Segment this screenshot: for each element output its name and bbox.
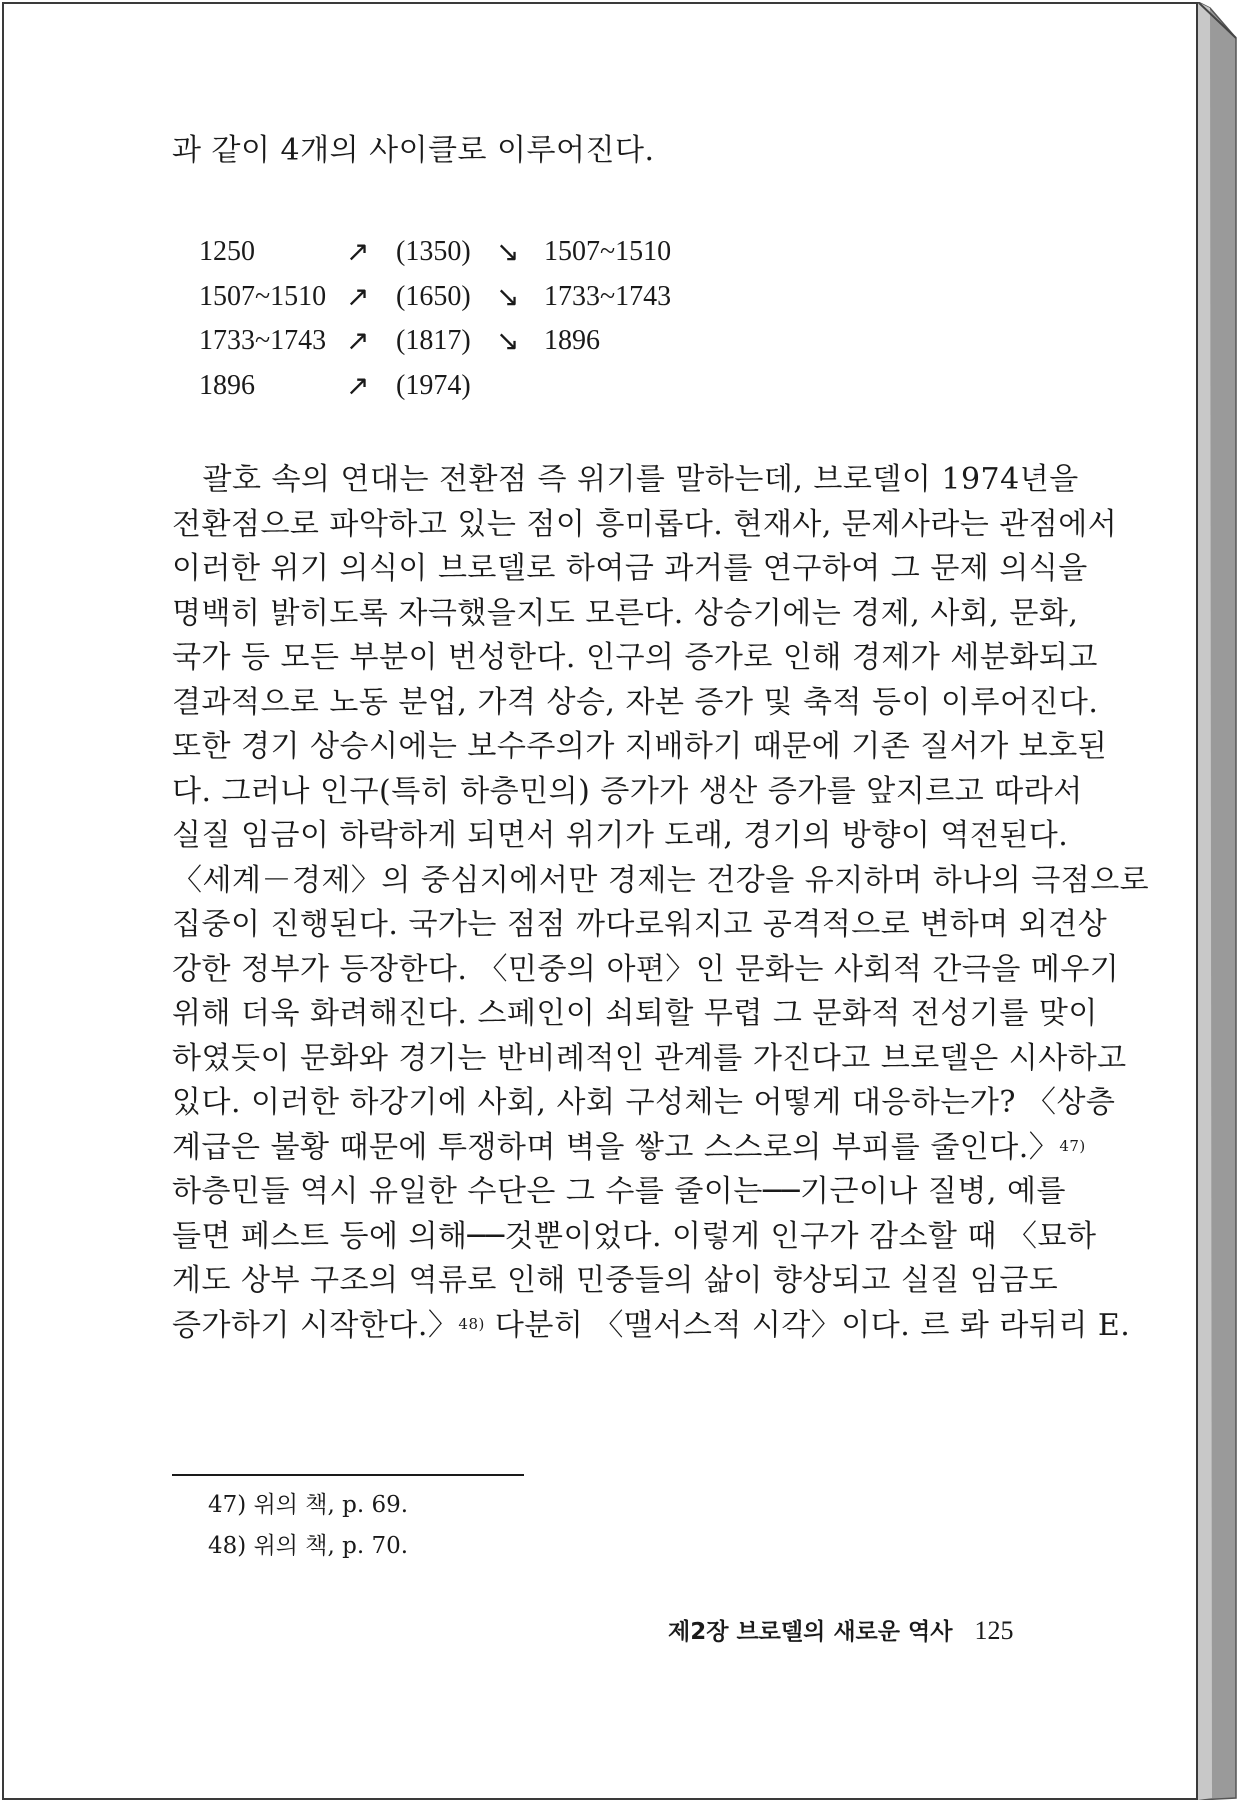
cycle-peak: (1650) [396, 280, 471, 312]
body-line-text: 증가하기 시작한다.〉 [172, 1307, 459, 1343]
footnote-ref-47: 47) [1059, 1136, 1086, 1155]
footnote [208, 1486, 408, 1519]
footnote-text: 위의 책, p. 70. [253, 1533, 409, 1559]
footnote [208, 1527, 408, 1560]
body-line: 괄호 속의 연대는 전환점 즉 위기를 말하는데, 브로델이 1974년을 [172, 462, 1079, 497]
body-line-text: 다분히 〈맬서스적 시각〉이다. 르 롸 라뒤리 E. [484, 1307, 1131, 1343]
cycle-row [199, 230, 684, 275]
footnote-mark: 48) [208, 1533, 247, 1559]
body-line: 하였듯이 문화와 경기는 반비례적인 관계를 가진다고 브로델은 시사하고 [172, 1040, 1127, 1076]
footnote-mark: 47) [208, 1492, 247, 1518]
cycle-row [199, 364, 684, 409]
arrow-down-icon: ↘ [496, 237, 520, 269]
body-line: 다. 그러나 인구(특히 하층민의) 증가가 생산 증가를 앞지르고 따라서 [172, 773, 1083, 809]
body-line: 〈세계－경제〉의 중심지에서만 경제는 건강을 유지하며 하나의 극점으로 [172, 862, 1150, 898]
cycle-peak: (1350) [396, 236, 471, 268]
cycle-start: 1733~1743 [199, 325, 327, 357]
intro-line: 과 같이 4개의 사이클로 이루어진다. [172, 133, 655, 168]
body-line: 또한 경기 상승시에는 보수주의가 지배하기 때문에 기존 질서가 보호된 [172, 729, 1108, 764]
cycle-end: 1733~1743 [544, 280, 672, 312]
arrow-up-icon: ↗ [346, 326, 370, 358]
footnote-text: 위의 책, p. 69. [253, 1492, 409, 1518]
cycle-start: 1507~1510 [199, 280, 327, 312]
cycle-row [199, 319, 684, 364]
body-line: 결과적으로 노동 분업, 가격 상승, 자본 증가 및 축적 등이 이루어진다. [172, 684, 1099, 720]
body-line: 국가 등 모든 부분이 번성한다. 인구의 증가로 인해 경제가 세분화되고 [172, 640, 1098, 675]
cycle-end: 1507~1510 [544, 236, 672, 268]
body-line: 위해 더욱 화려해진다. 스페인이 쇠퇴할 무렵 그 문화적 전성기를 맞이 [172, 996, 1098, 1031]
body-line-with-note [172, 1304, 1131, 1349]
arrow-down-icon [496, 364, 544, 409]
body-line: 집중이 진행된다. 국가는 점점 까다로워지고 공격적으로 변하며 외견상 [172, 907, 1108, 942]
arrow-up-icon: ↗ [346, 237, 370, 269]
arrow-down-icon: ↘ [496, 326, 520, 358]
body-line: 있다. 이러한 하강기에 사회, 사회 구성체는 어떻게 대응하는가? 〈상층 [172, 1085, 1116, 1120]
body-line: 전환점으로 파악하고 있는 점이 흥미롭다. 현재사, 문제사라는 관점에서 [172, 506, 1118, 542]
body-line-with-note [172, 1126, 1086, 1171]
chapter-title: 제2장 브로델의 새로운 역사 [668, 1619, 953, 1645]
cycle-start: 1250 [199, 236, 255, 268]
arrow-down-icon: ↘ [496, 281, 520, 313]
body-line: 들면 페스트 등에 의해──것뿐이었다. 이렇게 인구가 감소할 때 〈묘하 [172, 1218, 1097, 1254]
running-footer [668, 1613, 1013, 1646]
cycle-end [544, 364, 684, 409]
cycle-row [199, 275, 684, 320]
cycle-end: 1896 [544, 325, 600, 357]
cycle-peak: (1974) [396, 369, 471, 401]
body-paragraph [172, 458, 1150, 1348]
body-line: 강한 정부가 등장한다. 〈민중의 아편〉인 문화는 사회적 간극을 메우기 [172, 951, 1120, 987]
cycle-table [199, 230, 684, 408]
body-line-text: 계급은 불황 때문에 투쟁하며 벽을 쌓고 스스로의 부피를 줄인다.〉 [172, 1129, 1060, 1165]
cycle-peak: (1817) [396, 325, 471, 357]
arrow-up-icon: ↗ [346, 281, 370, 313]
body-line: 게도 상부 구조의 역류로 인해 민중들의 삶이 향상되고 실질 임금도 [172, 1263, 1059, 1298]
body-line: 하층민들 역시 유일한 수단은 그 수를 줄이는──기근이나 질병, 예를 [172, 1174, 1066, 1209]
body-line: 실질 임금이 하락하게 되면서 위기가 도래, 경기의 방향이 역전된다. [172, 818, 1069, 853]
body-line: 명백히 밝히도록 자극했을지도 모른다. 상승기에는 경제, 사회, 문화, [172, 595, 1079, 631]
page-number: 125 [974, 1616, 1014, 1645]
cycle-start: 1896 [199, 369, 255, 401]
footnote-ref-48: 48) [458, 1314, 485, 1333]
page-edge-shadow [1198, 2, 1238, 1800]
body-line: 이러한 위기 의식이 브로델로 하여금 과거를 연구하여 그 문제 의식을 [172, 551, 1088, 586]
arrow-up-icon: ↗ [346, 370, 370, 402]
footnote-divider [172, 1474, 524, 1476]
